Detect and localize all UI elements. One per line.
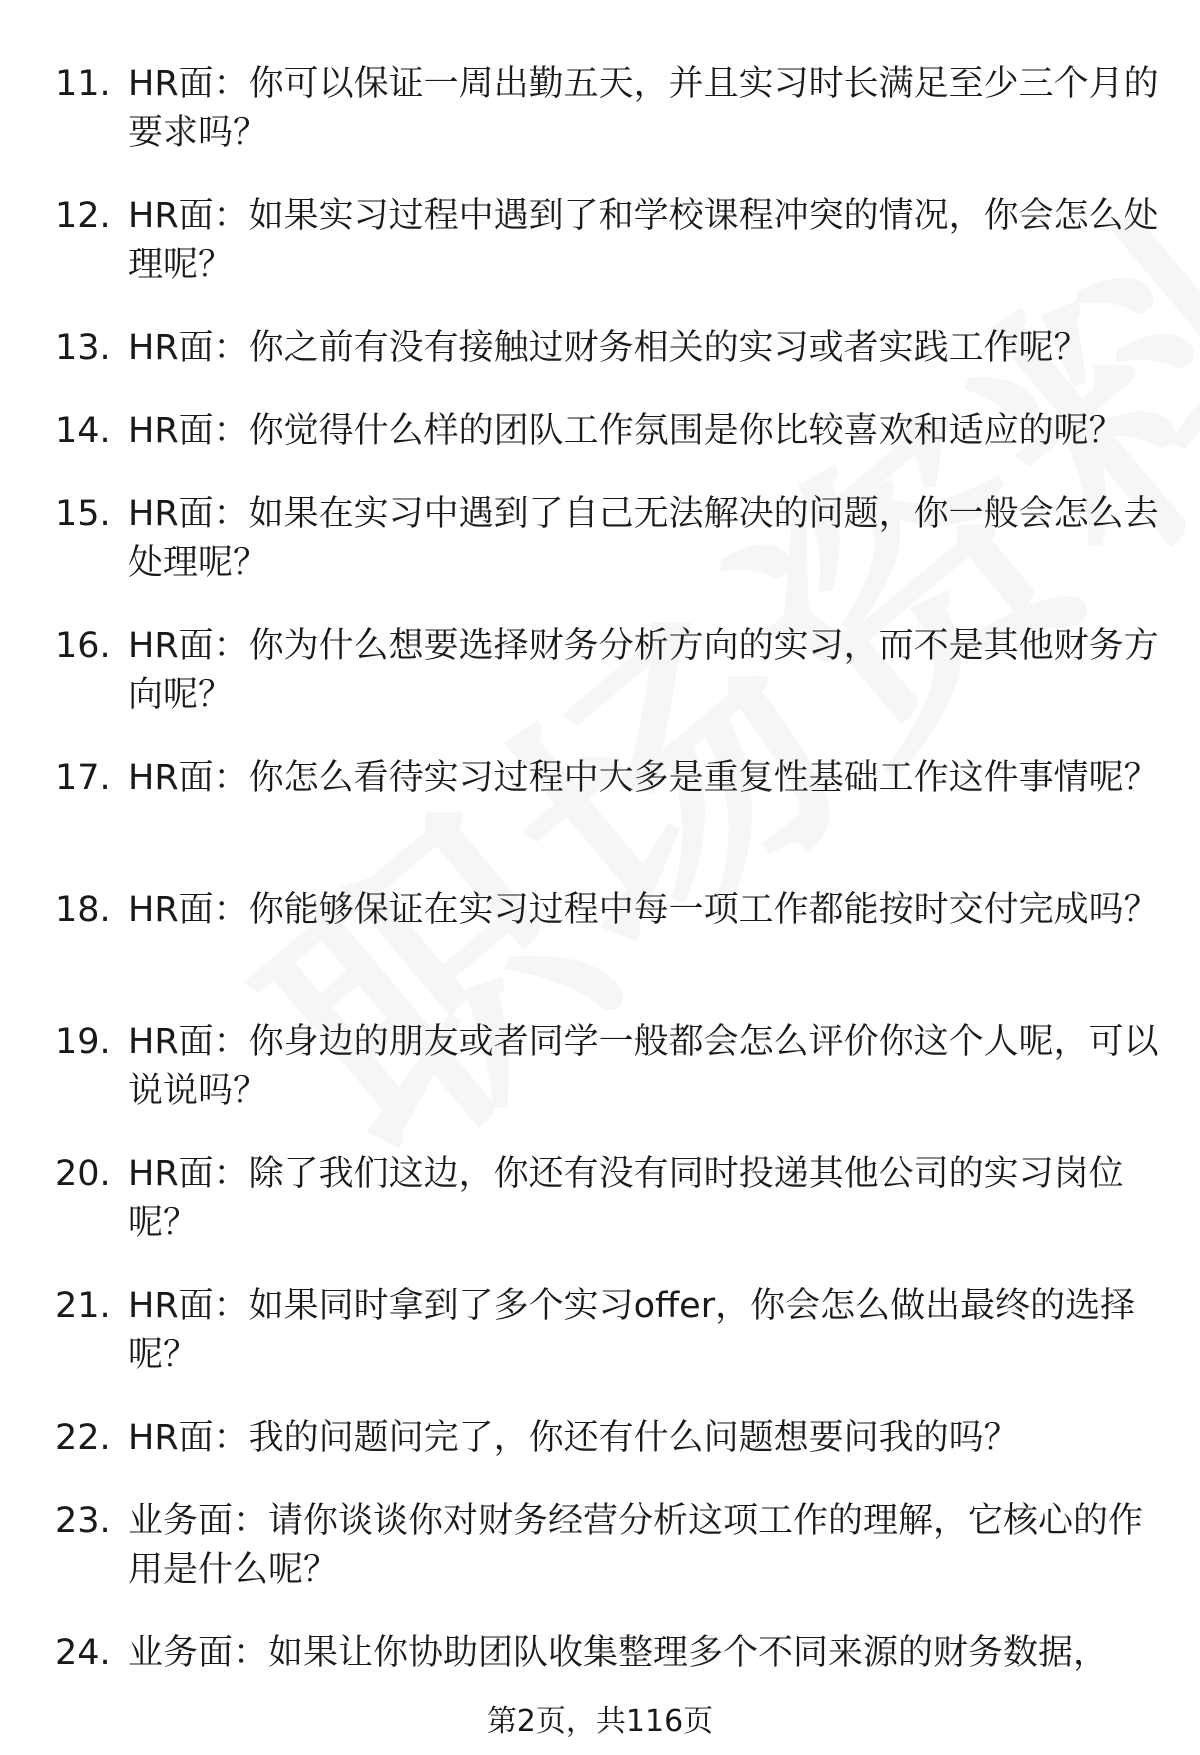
item-text: HR面：如果同时拿到了多个实习offer，你会怎么做出最终的选择呢？ [128,1286,1136,1375]
question-list [0,60,1200,1712]
item-number: 18. [55,890,111,930]
item-number: 11. [55,64,111,104]
item-text: HR面：除了我们这边，你还有没有同时投递其他公司的实习岗位呢？ [128,1154,1124,1243]
list-item [0,1497,1200,1595]
list-item [0,60,1200,158]
item-text: HR面：你为什么想要选择财务分析方向的实习，而不是其他财务方向呢？ [128,626,1159,715]
item-number: 19. [55,1022,111,1062]
item-text: HR面：你之前有没有接触过财务相关的实习或者实践工作呢？ [128,328,1089,368]
list-item [0,1629,1200,1678]
list-item [0,192,1200,290]
item-text: HR面：如果实习过程中遇到了和学校课程冲突的情况，你会怎么处理呢？ [128,196,1159,285]
item-number: 13. [55,328,111,368]
item-number: 21. [55,1286,111,1326]
item-number: 24. [55,1633,111,1673]
item-text: HR面：如果在实习中遇到了自己无法解决的问题，你一般会怎么去处理呢？ [128,494,1159,583]
item-number: 20. [55,1154,111,1194]
item-text: HR面：你身边的朋友或者同学一般都会怎么评价你这个人呢，可以说说吗？ [128,1022,1159,1111]
list-item [0,886,1200,984]
page-footer: 第2页，共116页 [486,1704,714,1739]
item-text: 业务面：如果让你协助团队收集整理多个不同来源的财务数据， [128,1633,1109,1673]
item-number: 12. [55,196,111,236]
list-item [0,490,1200,588]
item-text: HR面：你觉得什么样的团队工作氛围是你比较喜欢和适应的呢？ [128,411,1124,451]
item-text: 业务面：请你谈谈你对财务经营分析这项工作的理解，它核心的作用是什么呢？ [128,1501,1144,1590]
list-item [0,407,1200,456]
item-number: 17. [55,758,111,798]
list-item [0,1018,1200,1116]
list-item [0,1282,1200,1380]
item-text: HR面：你可以保证一周出勤五天，并且实习时长满足至少三个月的要求吗？ [128,64,1159,153]
item-text: HR面：你怎么看待实习过程中大多是重复性基础工作这件事情呢？ [128,758,1159,798]
list-item [0,622,1200,720]
item-text: HR面：我的问题问完了，你还有什么问题想要问我的吗？ [128,1418,1019,1458]
list-item [0,754,1200,852]
item-number: 22. [55,1418,111,1458]
item-number: 14. [55,411,111,451]
list-item [0,324,1200,373]
item-number: 16. [55,626,111,666]
item-number: 23. [55,1501,111,1541]
list-item [0,1150,1200,1248]
list-item [0,1414,1200,1463]
item-number: 15. [55,494,111,534]
item-text: HR面：你能够保证在实习过程中每一项工作都能按时交付完成吗？ [128,890,1159,930]
